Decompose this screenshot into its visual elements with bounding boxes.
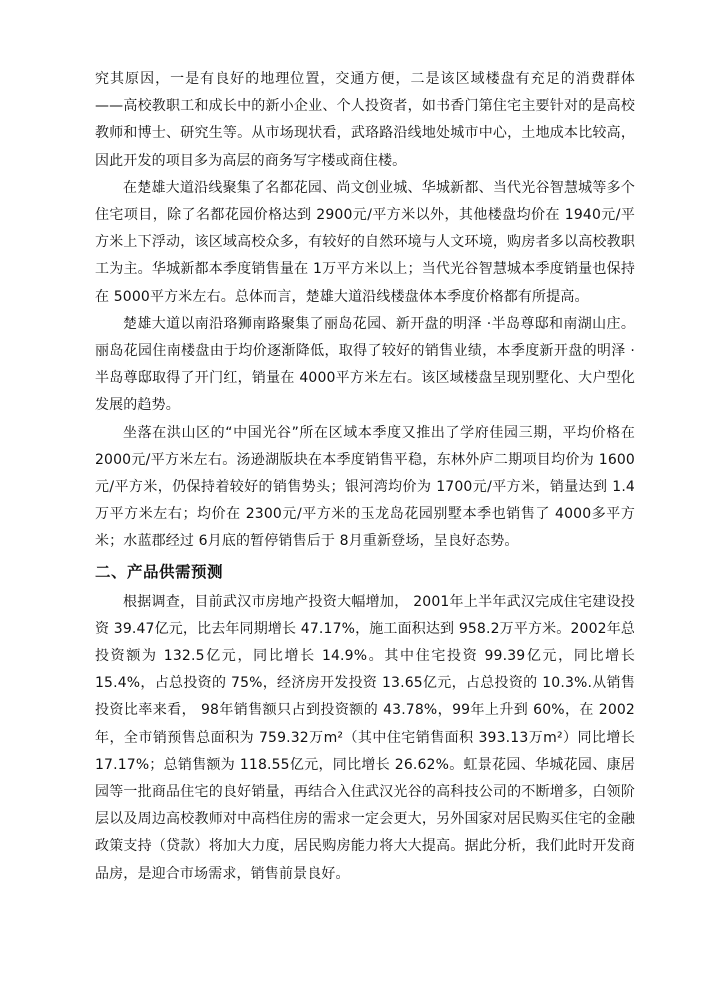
paragraph-supply-demand: 根据调查，目前武汉市房地产投资大幅增加， 2001年上半年武汉完成住宅建设投资 39.47亿元，比去年同期增长 47.17%，施工面积达到 958.2万平方米。2002年总投资额为 132.5亿元，同比增长 14.9%。其中住宅投资 99.39亿元，同比增长 15.4%，占总投资的 75%，经济房开发投资 13.65亿元，占总投资的 10.3%.从销售投资比率来看， 98年销售额只占到投资额的 43.78%，99年上升到 60%，在 2002年，全市销预售总面积为 759.32万m²（其中住宅销售面积 393.13万m²）同比增长 17.17%；总销售额为 118.55亿元，同比增长 26.62%。虹景花园、华城花园、康居园等一批商品住宅的良好销量，再结合入住武汉光谷的高科技公司的不断增多，白领阶层以及周边高校教师对中高档住房的需求一定会更大，另外国家对居民购买住宅的金融政策支持（贷款）将加大力度，居民购房能力将大大提高。据此分析，我们此时开发商品房，是迎合市场需求，销售前景良好。	[95, 593, 635, 882]
section-heading: 二、产品供需预测	[95, 562, 224, 581]
paragraph-optics-valley: 坐落在洪山区的“中国光谷”所在区域本季度又推出了学府佳园三期，平均价格在 2000元/平方米左右。汤逊湖版块在本季度销售平稳，东林外庐二期项目均价为 1600元/平方米，仍保持着较好的销售势头；银河湾均价为 1700元/平方米，销量达到 1.4万平方米左右；均价在 2300元/平方米的玉龙岛花园别墅本季也销售了 4000多平方米；水蓝郡经过 6月底的暂停销售后于 8月重新登场，呈良好态势。	[95, 424, 635, 550]
paragraph-reasons: 究其原因，一是有良好的地理位置，交通方便，二是该区域楼盘有充足的消费群体 ——高校教职工和成长中的新小企业、个人投资者，如书香门第住宅主要针对的是高校教师和博士、研究生等。从市场现状看，武珞路沿线地处城市中心，土地成本比较高，因此开发的项目多为高层的商务写字楼或商住楼。	[95, 71, 635, 169]
document-body	[95, 66, 635, 888]
paragraph-luoshi-south-road: 楚雄大道以南沿珞狮南路聚集了丽岛花园、新开盘的明泽 ·半岛尊邸和南湖山庄。丽岛花园住南楼盘由于均价逐渐降低，取得了较好的销售业绩，本季度新开盘的明泽 ·半岛尊邸取得了开门红，销量在 4000平方米左右。该区域楼盘呈现别墅化、大户型化发展的趋势。	[95, 315, 635, 414]
paragraph-chuxiong-avenue: 在楚雄大道沿线聚集了名都花园、尚文创业城、华城新都、当代光谷智慧城等多个住宅项目，除了名都花园价格达到 2900元/平方米以外，其他楼盘均价在 1940元/平方米上下浮动，该区域高校众多，有较好的自然环境与人文环境，购房者多以高校教职工为主。华城新都本季度销售量在 1万平方米以上；当代光谷智慧城本季度销量也保持在 5000平方米左右。总体而言，楚雄大道沿线楼盘体本季度价格都有所提高。	[95, 179, 635, 305]
